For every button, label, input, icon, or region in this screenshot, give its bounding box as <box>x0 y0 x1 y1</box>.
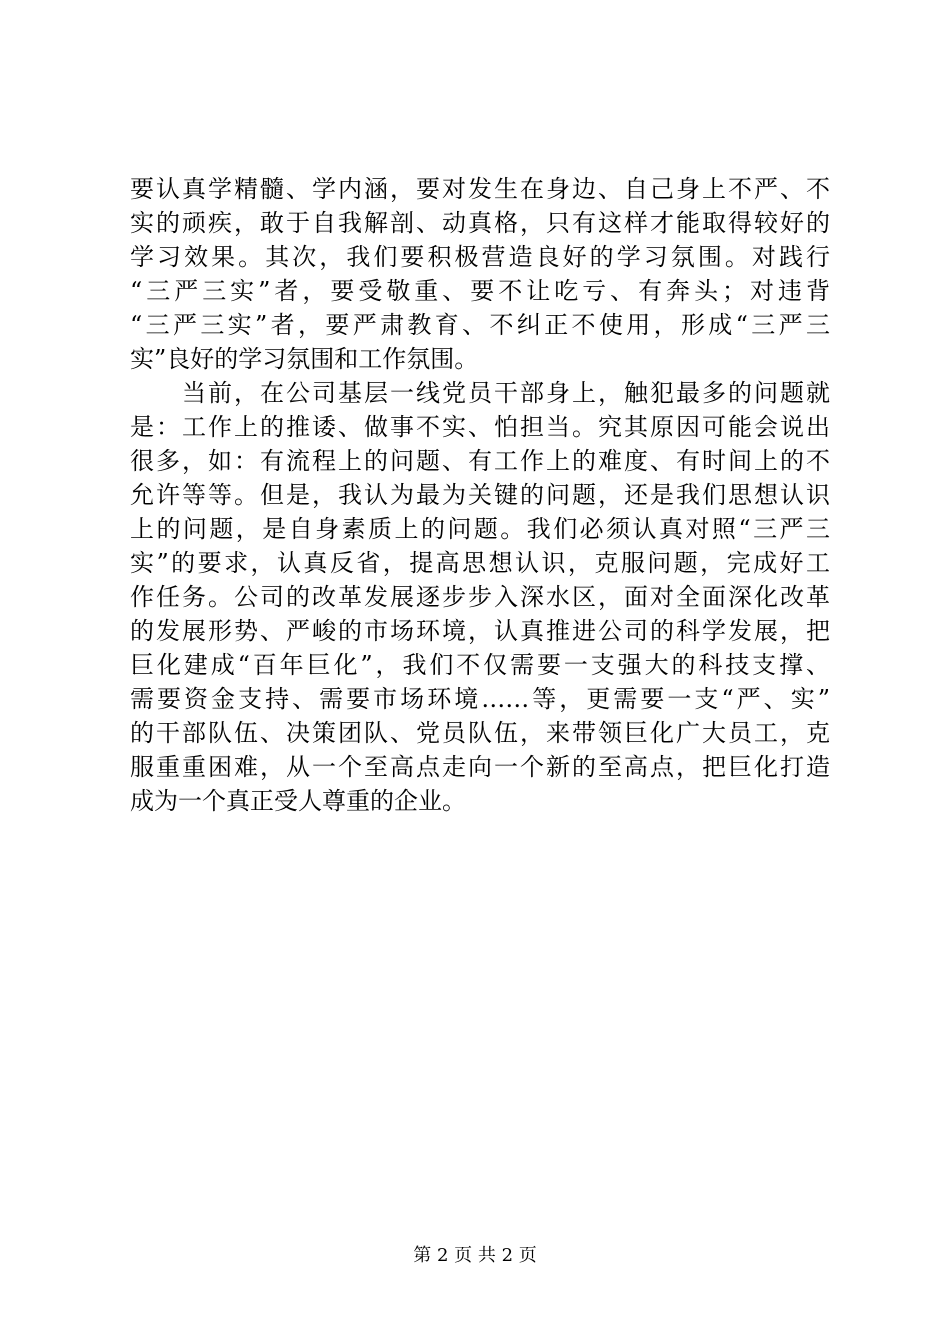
text-line: 学习效果。其次，我们要积极营造良好的学习氛围。对践行 <box>130 243 830 271</box>
text-line: 成为一个真正受人尊重的企业。 <box>130 787 466 815</box>
text-line: 服重重困难，从一个至高点走向一个新的至高点，把巨化打造 <box>130 753 830 781</box>
text-line: 是：工作上的推诿、做事不实、怕担当。究其原因可能会说出 <box>130 413 830 441</box>
text-line: 作任务。公司的改革发展逐步步入深水区，面对全面深化改革 <box>130 583 830 611</box>
text-line: 当前，在公司基层一线党员干部身上，触犯最多的问题就 <box>130 379 830 407</box>
text-line: 要认真学精髓、学内涵，要对发生在身边、自己身上不严、不 <box>130 175 830 203</box>
document-body <box>130 172 830 818</box>
text-line: “三严三实”者，要严肃教育、不纠正不使用，形成“三严三 <box>130 311 830 339</box>
text-line: 很多，如：有流程上的问题、有工作上的难度、有时间上的不 <box>130 447 830 475</box>
text-line: 上的问题，是自身素质上的问题。我们必须认真对照“三严三 <box>130 515 830 543</box>
text-line: 实”的要求，认真反省，提高思想认识，克服问题，完成好工 <box>130 549 830 577</box>
text-line: 实”良好的学习氛围和工作氛围。 <box>130 345 479 373</box>
page-number-footer: 第 2 页 共 2 页 <box>413 1245 537 1266</box>
text-line: 的干部队伍、决策团队、党员队伍，来带领巨化广大员工，克 <box>130 719 830 747</box>
text-line: 实的顽疾，敢于自我解剖、动真格，只有这样才能取得较好的 <box>130 209 830 237</box>
text-line: “三严三实”者，要受敬重、要不让吃亏、有奔头；对违背 <box>130 277 830 305</box>
text-line: 巨化建成“百年巨化”，我们不仅需要一支强大的科技支撑、 <box>130 651 830 679</box>
text-line: 的发展形势、严峻的市场环境，认真推进公司的科学发展，把 <box>130 617 830 645</box>
text-line: 允许等等。但是，我认为最为关键的问题，还是我们思想认识 <box>130 481 830 509</box>
text-line: 需要资金支持、需要市场环境……等，更需要一支“严、实” <box>130 685 830 713</box>
